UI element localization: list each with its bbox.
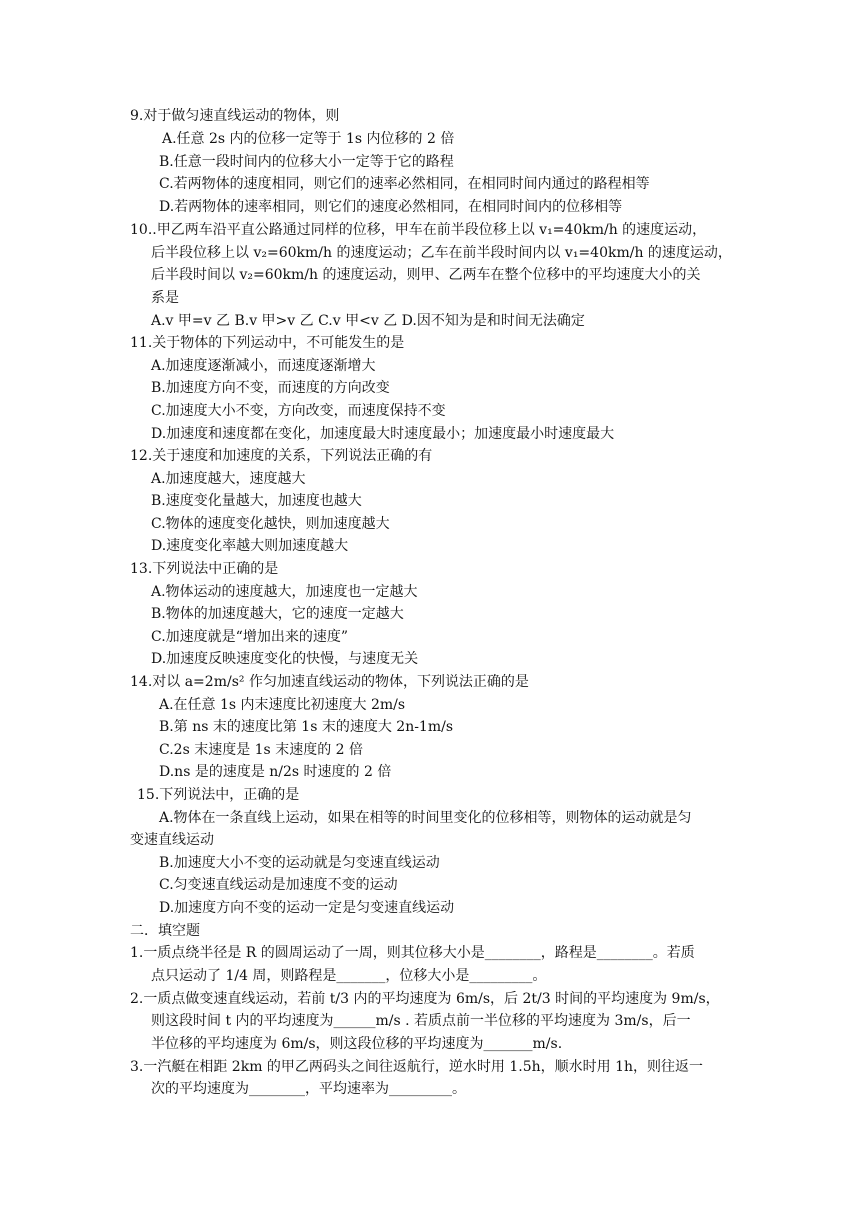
q12-choice-a: A.加速度越大，速度越大: [151, 471, 306, 487]
fill3-line-2: 次的平均速度为________，平均速率为_________。: [151, 1081, 466, 1097]
q15-choice-b: B.加速度大小不变的运动就是匀变速直线运动: [159, 855, 440, 871]
q11-choice-b: B.加速度方向不变，而速度的方向改变: [151, 380, 390, 396]
q14-stem: 14.对以 a=2m/s² 作匀加速直线运动的物体，下列说法正确的是: [130, 674, 529, 690]
q11-choice-c: C.加速度大小不变，方向改变，而速度保持不变: [151, 403, 446, 419]
q15-stem: 15.下列说法中，正确的是: [137, 787, 300, 803]
q14-choice-a: A.在任意 1s 内末速度比初速度大 2m/s: [159, 697, 406, 713]
q9-choice-c: C.若两物体的速度相同，则它们的速率必然相同，在相同时间内通过的路程相等: [159, 176, 650, 192]
q12-choice-b: B.速度变化量越大，加速度也越大: [151, 493, 362, 509]
q10-choices: A.v 甲=v 乙 B.v 甲>v 乙 C.v 甲<v 乙 D.因不知为是和时间无法确定: [151, 313, 585, 329]
q9-stem: 9.对于做匀速直线运动的物体，则: [130, 108, 340, 124]
q14-choice-d: D.ns 是的速度是 n/2s 时速度的 2 倍: [159, 764, 392, 780]
q13-stem: 13.下列说法中正确的是: [130, 561, 279, 577]
q12-choice-c: C.物体的速度变化越快，则加速度越大: [151, 516, 390, 532]
fill3-line-1: 3.一汽艇在相距 2km 的甲乙两码头之间往返航行，逆水时用 1.5h，顺水时用 1h，则往返一: [130, 1059, 704, 1075]
q13-choice-d: D.加速度反映速度变化的快慢，与速度无关: [151, 651, 419, 667]
q14-choice-c: C.2s 末速度是 1s 末速度的 2 倍: [159, 742, 364, 758]
q12-choice-d: D.速度变化率越大则加速度越大: [151, 538, 349, 554]
section-2-title: 二．填空题: [130, 923, 200, 939]
q9-choice-b: B.任意一段时间内的位移大小一定等于它的路程: [159, 154, 454, 170]
q11-stem: 11.关于物体的下列运动中，不可能发生的是: [130, 335, 405, 351]
q15-choice-a-line-1: A.物体在一条直线上运动，如果在相等的时间里变化的位移相等，则物体的运动就是匀: [159, 810, 692, 826]
q12-stem: 12.关于速度和加速度的关系，下列说法正确的有: [130, 448, 433, 464]
q11-choice-a: A.加速度逐渐减小，而速度逐渐增大: [151, 358, 376, 374]
q10-stem-line-3: 后半段时间以 v₂=60km/h 的速度运动，则甲、乙两车在整个位移中的平均速度大小的关: [151, 267, 701, 283]
q15-choice-d: D.加速度方向不变的运动一定是匀变速直线运动: [159, 900, 455, 916]
q13-choice-b: B.物体的加速度越大，它的速度一定越大: [151, 606, 404, 622]
q10-stem-line-4: 系是: [151, 290, 179, 306]
q10-stem-line-2: 后半段位移上以 v₂=60km/h 的速度运动；乙车在前半段时间内以 v₁=40km/h 的速度运动，: [151, 245, 732, 261]
q15-choice-c: C.匀变速直线运动是加速度不变的运动: [159, 877, 398, 893]
fill1-line-1: 1.一质点绕半径是 R 的圆周运动了一周，则其位移大小是________，路程是________。若质: [130, 945, 695, 961]
fill2-line-3: 半位移的平均速度为 6m/s，则这段位移的平均速度为_______m/s.: [151, 1036, 563, 1052]
q9-choice-d: D.若两物体的速率相同，则它们的速度必然相同，在相同时间内的位移相等: [159, 199, 623, 215]
fill2-line-2: 则这段时间 t 内的平均速度为______m/s . 若质点前一半位移的平均速度为 3m/s，后一: [151, 1013, 691, 1029]
q13-choice-c: C.加速度就是“增加出来的速度”: [151, 629, 348, 645]
q11-choice-d: D.加速度和速度都在变化，加速度最大时速度最小；加速度最小时速度最大: [151, 426, 615, 442]
fill1-line-2: 点只运动了 1/4 周，则路程是_______，位移大小是_________。: [151, 968, 547, 984]
fill2-line-1: 2.一质点做变速直线运动，若前 t/3 内的平均速度为 6m/s，后 2t/3 时间的平均速度为 9m/s，: [130, 991, 720, 1007]
q15-choice-a-line-2: 变速直线运动: [130, 832, 214, 848]
q14-choice-b: B.第 ns 末的速度比第 1s 末的速度大 2n-1m/s: [159, 719, 454, 735]
q13-choice-a: A.物体运动的速度越大，加速度也一定越大: [151, 584, 418, 600]
q10-stem-line-1: 10..甲乙两车沿平直公路通过同样的位移，甲车在前半段位移上以 v₁=40km/h 的速度运动，: [130, 222, 707, 238]
q9-choice-a: A.任意 2s 内的位移一定等于 1s 内位移的 2 倍: [162, 131, 455, 147]
